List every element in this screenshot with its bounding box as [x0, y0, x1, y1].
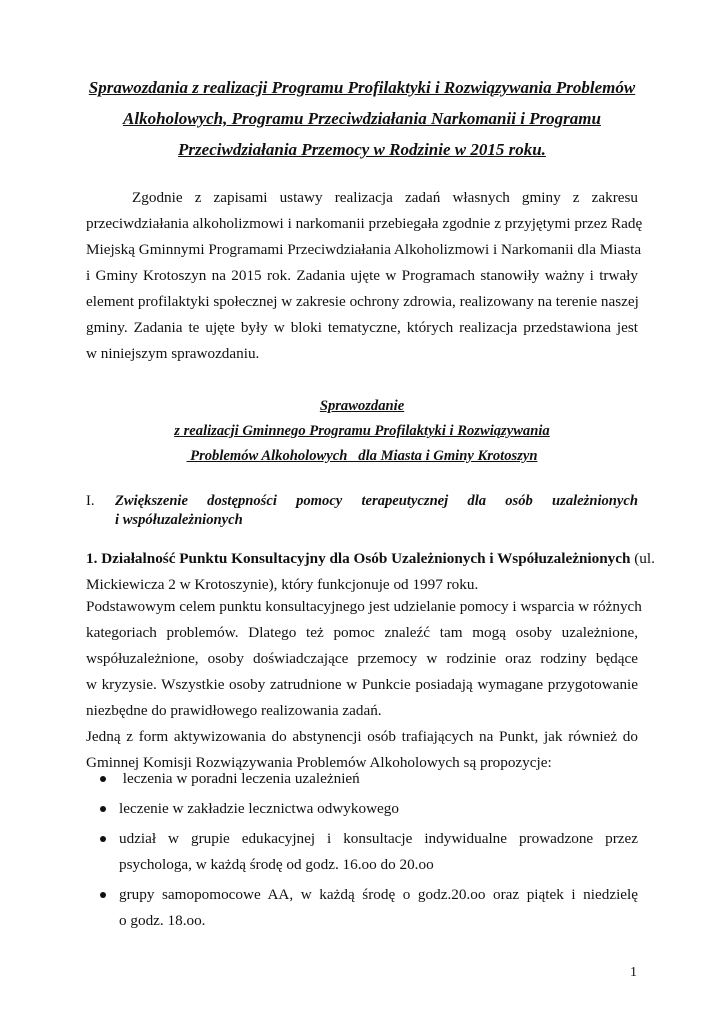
list-item-text: leczenia w poradni leczenia uzależnień	[119, 770, 360, 787]
text-line: kategoriach problemów. Dlatego też pomoc znaleźć tam mogą osoby uzależnione,	[86, 624, 638, 641]
title-line: Sprawozdania z realizacji Programu Profilaktyki i Rozwiązywania Problemów	[88, 78, 636, 97]
section-title-line: Zwiększenie dostępności pomocy terapeutycznej dla osób uzależnionych	[115, 493, 638, 509]
title-line: Przeciwdziałania Przemocy w Rodzinie w 2015 roku.	[178, 140, 546, 159]
text-line	[86, 546, 655, 572]
heading-line: Sprawozdanie	[319, 398, 405, 414]
text-line: Zgodnie z zapisami ustawy realizacja zadań własnych gminy z zakresu	[132, 189, 638, 206]
list-item-text: psychologa, w każdą środę od godz. 16.oo do 20.oo	[119, 856, 434, 873]
text-line: niezbędne do prawidłowego realizowania zadań.	[86, 702, 382, 719]
text-line: współuzależnione, osoby doświadczające przemocy w rodzinie oraz rodziny będące	[86, 650, 638, 667]
heading-line: z realizacji Gminnego Programu Profilaktyki i Rozwiązywania	[174, 423, 550, 439]
text-line: Mickiewicza 2 w Krotoszynie), który funkcjonuje od 1997 roku.	[86, 576, 479, 593]
text-line: Podstawowym celem punktu konsultacyjnego jest udzielanie pomocy i wsparcia w różnych	[86, 598, 642, 615]
bullet-icon	[100, 892, 106, 898]
text-line: element profilaktyki społecznej w zakresie ochrony zdrowia, realizowany na terenie naszej	[86, 293, 639, 310]
section-title	[115, 492, 638, 530]
item-1-heading-tail: (ul.	[630, 550, 655, 567]
list-item	[86, 826, 638, 878]
text-line: w niniejszym sprawozdaniu.	[86, 345, 260, 362]
bullet-icon	[100, 806, 106, 812]
intro-paragraph	[86, 185, 643, 367]
text-line: Miejską Gminnymi Programami Przeciwdziałania Alkoholizmowi i Narkomanii dla Miasta	[86, 241, 642, 258]
item-1-paragraph-1	[86, 594, 642, 724]
text-line: gminy. Zadania te ujęte były w bloki tematyczne, których realizacja przedstawiona jest	[86, 319, 638, 336]
report-heading	[80, 394, 644, 469]
text-line: w kryzysie. Wszystkie osoby zatrudnione w Punkcie posiadają wymagane przygotowanie	[86, 676, 638, 693]
item-1-heading-paragraph	[86, 546, 655, 598]
heading-line: Problemów Alkoholowych dla Miasta i Gminy Krotoszyn	[186, 448, 538, 464]
list-item-text: grupy samopomocowe AA, w każdą środę o godz.20.oo oraz piątek i niedzielę	[119, 886, 638, 903]
bullet-icon	[100, 836, 106, 842]
item-1-heading: 1. Działalność Punktu Konsultacyjny dla Osób Uzależnionych i Współuzależnionych	[86, 550, 631, 567]
text-line: przeciwdziałania alkoholizmowi i narkomanii przebiegała zgodnie z przyjętymi przez Radę	[86, 215, 643, 232]
list-item-text: leczenie w zakładzie lecznictwa odwykowego	[119, 800, 399, 817]
list-item	[86, 796, 638, 822]
text-line: Gminnej Komisji Rozwiązywania Problemów Alkoholowych są propozycje:	[86, 754, 552, 771]
list-item-text: o godz. 18.oo.	[119, 912, 206, 929]
section-number: I.	[86, 493, 95, 509]
document-title	[80, 72, 644, 165]
proposals-list	[86, 766, 638, 938]
section-title-line: i współuzależnionych	[115, 512, 243, 528]
text-line: Jedną z form aktywizowania do abstynencji osób trafiających na Punkt, jak również do	[86, 728, 638, 745]
bullet-icon	[100, 776, 106, 782]
list-item	[86, 766, 638, 792]
text-line: i Gminy Krotoszyn na 2015 rok. Zadania ujęte w Programach stanowiły ważny i trwały	[86, 267, 638, 284]
list-item-text: udział w grupie edukacyjnej i konsultacje indywidualne prowadzone przez	[119, 830, 638, 847]
list-item	[86, 882, 638, 934]
title-line: Alkoholowych, Programu Przeciwdziałania Narkomanii i Programu	[123, 109, 601, 128]
page-number: 1	[630, 965, 637, 980]
